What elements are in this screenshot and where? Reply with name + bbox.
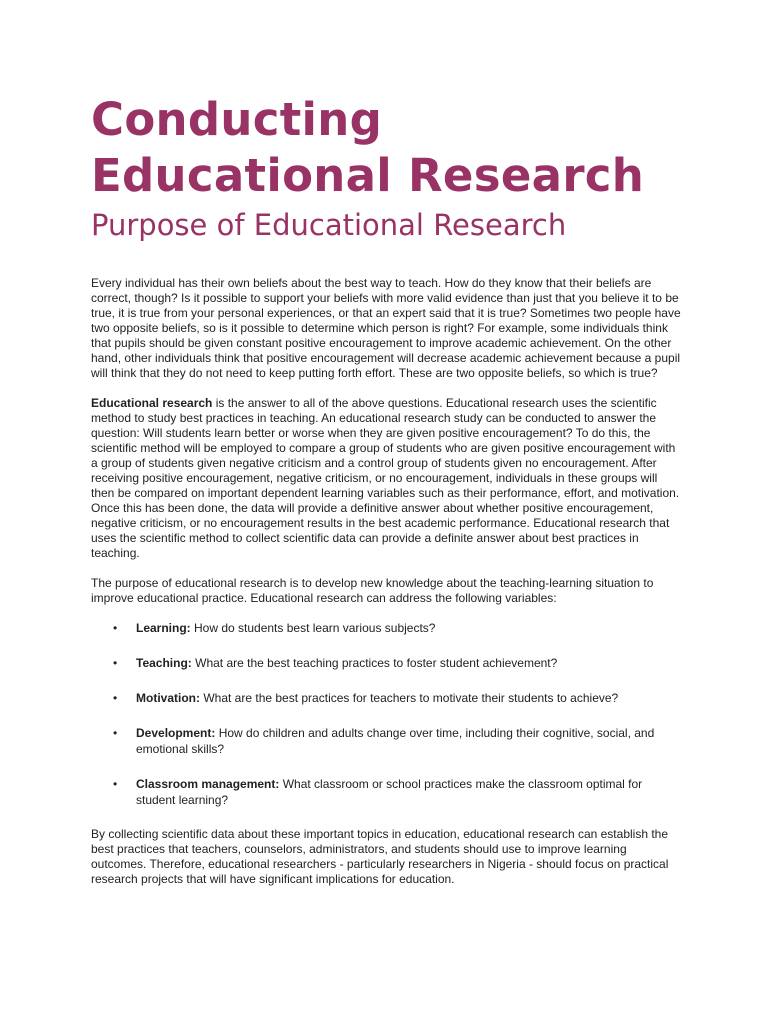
definition-paragraph: [91, 396, 681, 561]
list-item-text: What classroom or school practices make the classroom optimal for student learning?: [136, 777, 643, 807]
purpose-paragraph: The purpose of educational research is to develop new knowledge about the teaching-learning situation to improve educational practice. Educational research can address the following variables:: [91, 576, 654, 605]
list-item: [91, 620, 681, 636]
list-item-text: How do children and adults change over time, including their cognitive, social, and emotional skills?: [136, 726, 655, 756]
document-subtitle: Purpose of Educational Research: [91, 208, 567, 242]
list-item-term: Learning:: [136, 621, 191, 635]
list-item-term: Development:: [136, 726, 216, 740]
document-title: [91, 92, 681, 204]
bullet-icon: •: [113, 777, 118, 791]
intro-paragraph: Every individual has their own beliefs about the best way to teach. How do they know that their beliefs are correct, though? Is it possible to support your beliefs with more valid evidence than just that you believe it to be true, it is true from your personal experiences, or that an expert said that it is true? Sometimes two people have two opposite beliefs, so is it possible to determine which person is right? For example, some individuals think that pupils should be given constant positive encouragement to improve academic achievement. On the other hand, other individuals think that positive encouragement will decrease academic achievement because a pupil will think that they do not need to keep putting forth effort. These are two opposite beliefs, so which is true?: [91, 276, 681, 380]
definition-term: Educational research: [91, 396, 213, 410]
list-item-text: What are the best teaching practices to foster student achievement?: [191, 656, 558, 670]
bullet-icon: •: [113, 621, 118, 635]
document-page: [91, 92, 681, 887]
list-item: [91, 690, 681, 706]
list-item-text: How do students best learn various subjects?: [190, 621, 436, 635]
variables-list: [91, 620, 681, 808]
conclusion-paragraph: By collecting scientific data about these important topics in education, educational research can establish the best practices that teachers, counselors, administrators, and students should use to improve learning outcomes. Therefore, educational researchers - particularly researchers in Nigeria - should focus on practical research projects that will have significant implications for education.: [91, 827, 669, 886]
list-item: [91, 776, 681, 808]
list-item-text: What are the best practices for teachers to motivate their students to achieve?: [200, 691, 619, 705]
bullet-icon: •: [113, 691, 118, 705]
list-item-term: Teaching:: [136, 656, 192, 670]
bullet-icon: •: [113, 656, 118, 670]
list-item: [91, 655, 681, 671]
list-item: [91, 725, 681, 757]
title-line-1: Conducting: [91, 93, 383, 146]
definition-text: is the answer to all of the above questions. Educational research uses the scientific method to study best practices in teaching. An educational research study can be conducted to answer the question: Will students learn better or worse when they are given positive encouragement? To do this, the scientific method will be employed to compare a group of students who are given positive encouragement with a group of students given negative criticism and a control group of students given no encouragement. After receiving positive encouragement, negative criticism, or no encouragement, individuals in these groups will then be compared on important dependent learning variables such as their performance, effort, and motivation. Once this has been done, the data will provide a definitive answer about whether positive encouragement, negative criticism, or no encouragement results in the best academic performance. Educational research that uses the scientific method to collect scientific data can provide a definite answer about best practices in teaching.: [91, 396, 680, 560]
list-item-term: Classroom management:: [136, 777, 280, 791]
list-item-term: Motivation:: [136, 691, 200, 705]
title-line-2: Educational Research: [91, 149, 645, 202]
bullet-icon: •: [113, 726, 118, 740]
